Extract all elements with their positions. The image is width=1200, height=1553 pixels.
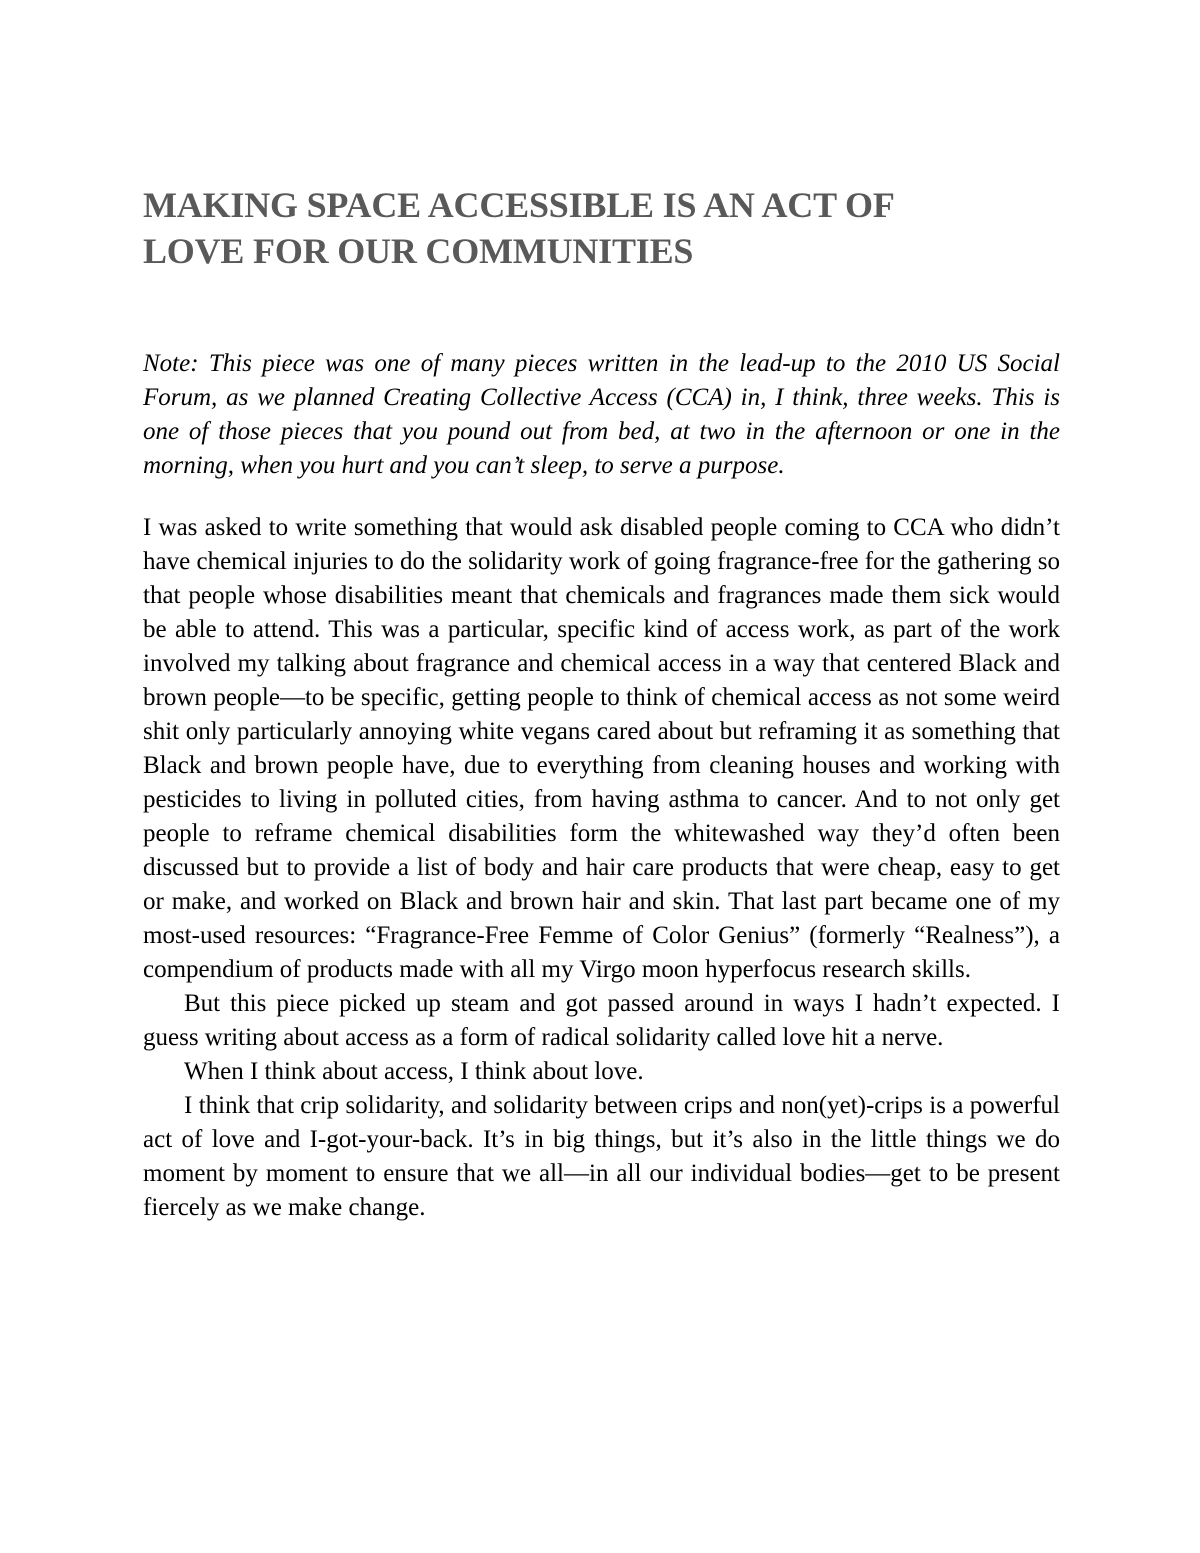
author-note: Note: This piece was one of many pieces written in the lead-up to the 2010 US Social Forum, as we planned Creating Collective Access (CCA) in, I think, three weeks. This is one of those pieces that you pound out from bed, at two in the afternoon or one in the morning, when you hurt and you can’t sleep, to serve a purpose. (143, 350, 1060, 479)
chapter-title-line-2: LOVE FOR OUR COMMUNITIES (143, 231, 694, 271)
body-paragraph-1: I was asked to write something that would ask disabled people coming to CCA who didn’t have chemical injuries to do the solidarity work of going fragrance-free for the gathering so that people whose disabilities meant that chemicals and fragrances made them sick would be able to attend. This was a particular, specific kind of access work, as part of the work involved my talking about fragrance and chemical access in a way that centered Black and brown people—to be specific, getting people to think of chemical access as not some weird shit only particularly annoying white vegans cared about but reframing it as something that Black and brown people have, due to everything from cleaning houses and working with pesticides to living in polluted cities, from having asthma to cancer. And to not only get people to reframe chemical disabilities form the whitewashed way they’d often been discussed but to provide a list of body and hair care products that were cheap, easy to get or make, and worked on Black and brown hair and skin. That last part became one of my most-used resources: “Fragrance-Free Femme of Color Genius” (formerly “Realness”), a compendium of products made with all my Virgo moon hyperfocus research skills. (143, 514, 1060, 983)
chapter-title-line-1: MAKING SPACE ACCESSIBLE IS AN ACT OF (143, 185, 895, 225)
body-paragraph-2: But this piece picked up steam and got passed around in ways I hadn’t expected. I guess writing about access as a form of radical solidarity called love hit a nerve. (143, 990, 1060, 1051)
body-paragraph-4: I think that crip solidarity, and solidarity between crips and non(yet)-crips is a powerful act of love and I-got-your-back. It’s in big things, but it’s also in the little things we do moment by moment to ensure that we all—in all our individual bodies—get to be present fiercely as we make change. (143, 1092, 1060, 1221)
chapter-title (143, 182, 1060, 274)
body-paragraph-3: When I think about access, I think about love. (184, 1058, 644, 1085)
document-page (143, 182, 1060, 1225)
